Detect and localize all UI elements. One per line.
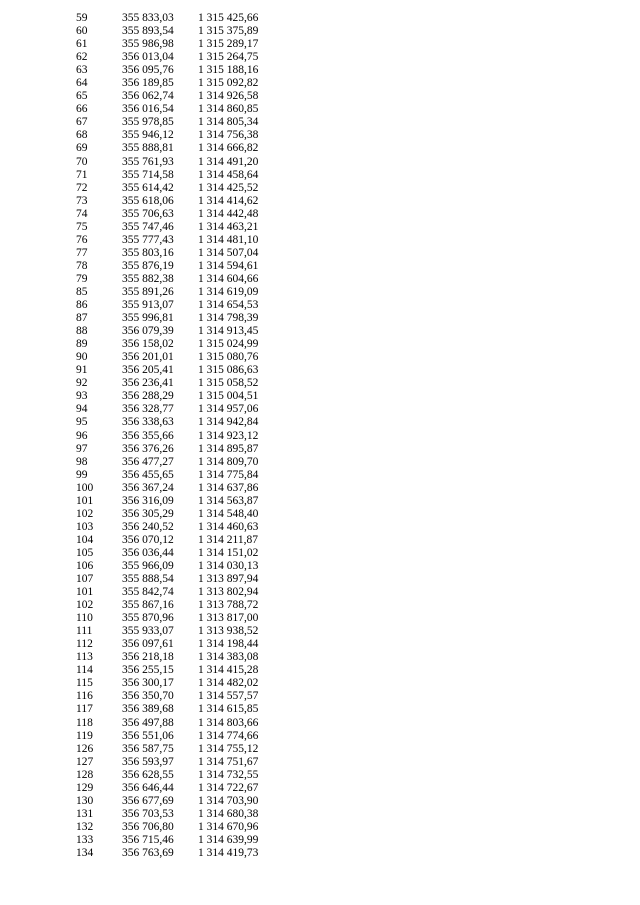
- table-row: [76, 156, 288, 169]
- y-coordinate: 1 315 024,99: [198, 338, 259, 351]
- x-coordinate: 356 646,44: [122, 781, 174, 794]
- x-coordinate: 355 842,74: [122, 586, 174, 599]
- table-row: [76, 312, 288, 325]
- x-coordinate: 356 236,41: [122, 377, 174, 390]
- x-coordinate: 356 677,69: [122, 794, 174, 807]
- point-number: 59: [76, 12, 88, 24]
- y-coordinate: 1 315 092,82: [198, 77, 259, 90]
- table-row: [76, 182, 288, 195]
- x-coordinate: 356 205,41: [122, 364, 174, 377]
- table-row: [76, 599, 288, 612]
- point-number: 73: [76, 194, 88, 207]
- x-coordinate: 356 338,63: [122, 416, 174, 429]
- table-row: [76, 743, 288, 756]
- x-coordinate: 356 201,01: [122, 351, 174, 364]
- y-coordinate: 1 314 557,57: [198, 690, 259, 703]
- x-coordinate: 355 833,03: [122, 12, 174, 24]
- x-coordinate: 355 888,54: [122, 573, 174, 586]
- table-row: [76, 377, 288, 390]
- point-number: 79: [76, 272, 88, 285]
- table-row: [76, 717, 288, 730]
- y-coordinate: 1 314 774,66: [198, 729, 259, 742]
- x-coordinate: 356 016,54: [122, 103, 174, 116]
- x-coordinate: 356 355,66: [122, 429, 174, 442]
- x-coordinate: 356 593,97: [122, 755, 174, 768]
- point-number: 132: [76, 820, 94, 833]
- point-number: 93: [76, 390, 88, 403]
- point-number: 92: [76, 377, 88, 390]
- point-number: 113: [76, 651, 93, 664]
- x-coordinate: 355 986,98: [122, 38, 174, 51]
- x-coordinate: 355 996,81: [122, 312, 174, 325]
- table-row: [76, 351, 288, 364]
- point-number: 65: [76, 90, 88, 103]
- point-number: 88: [76, 325, 88, 338]
- x-coordinate: 356 455,65: [122, 468, 174, 481]
- y-coordinate: 1 313 802,94: [198, 586, 259, 599]
- table-row: [76, 612, 288, 625]
- point-number: 87: [76, 312, 88, 325]
- x-coordinate: 356 328,77: [122, 403, 174, 416]
- y-coordinate: 1 314 458,64: [198, 168, 259, 181]
- x-coordinate: 355 747,46: [122, 220, 174, 233]
- x-coordinate: 355 888,81: [122, 142, 174, 155]
- y-coordinate: 1 315 375,89: [198, 25, 259, 38]
- table-row: [76, 129, 288, 142]
- y-coordinate: 1 314 756,38: [198, 129, 259, 142]
- table-row: [76, 573, 288, 586]
- y-coordinate: 1 315 004,51: [198, 390, 259, 403]
- y-coordinate: 1 314 805,34: [198, 116, 259, 129]
- point-number: 64: [76, 77, 88, 90]
- y-coordinate: 1 314 425,52: [198, 181, 259, 194]
- point-number: 100: [76, 481, 94, 494]
- y-coordinate: 1 313 788,72: [198, 599, 259, 612]
- point-number: 62: [76, 51, 88, 64]
- y-coordinate: 1 314 604,66: [198, 272, 259, 285]
- y-coordinate: 1 314 615,85: [198, 703, 259, 716]
- y-coordinate: 1 314 594,61: [198, 259, 259, 272]
- table-row: [76, 847, 288, 860]
- table-row: [76, 834, 288, 847]
- table-row: [76, 821, 288, 834]
- x-coordinate: 356 587,75: [122, 742, 174, 755]
- y-coordinate: 1 314 732,55: [198, 768, 259, 781]
- table-row: [76, 273, 288, 286]
- table-row: [76, 64, 288, 77]
- point-number: 107: [76, 573, 94, 586]
- point-number: 76: [76, 233, 88, 246]
- y-coordinate: 1 314 666,82: [198, 142, 259, 155]
- y-coordinate: 1 314 637,86: [198, 481, 259, 494]
- x-coordinate: 355 913,07: [122, 299, 174, 312]
- table-row: [76, 547, 288, 560]
- x-coordinate: 355 893,54: [122, 25, 174, 38]
- y-coordinate: 1 314 654,53: [198, 299, 259, 312]
- point-number: 75: [76, 220, 88, 233]
- y-coordinate: 1 314 680,38: [198, 807, 259, 820]
- y-coordinate: 1 314 198,44: [198, 638, 259, 651]
- point-number: 101: [76, 494, 94, 507]
- x-coordinate: 356 703,53: [122, 807, 174, 820]
- table-row: [76, 808, 288, 821]
- x-coordinate: 355 933,07: [122, 625, 174, 638]
- y-coordinate: 1 314 913,45: [198, 325, 259, 338]
- table-row: [76, 638, 288, 651]
- point-number: 104: [76, 533, 94, 546]
- point-number: 126: [76, 742, 94, 755]
- x-coordinate: 355 966,09: [122, 559, 174, 572]
- y-coordinate: 1 314 860,85: [198, 103, 259, 116]
- point-number: 89: [76, 338, 88, 351]
- table-row: [76, 586, 288, 599]
- point-number: 105: [76, 546, 94, 559]
- table-row: [76, 703, 288, 716]
- table-row: [76, 390, 288, 403]
- y-coordinate: 1 314 481,10: [198, 233, 259, 246]
- table-row: [76, 560, 288, 573]
- y-coordinate: 1 314 548,40: [198, 507, 259, 520]
- x-coordinate: 356 628,55: [122, 768, 174, 781]
- x-coordinate: 355 706,63: [122, 207, 174, 220]
- table-row: [76, 260, 288, 273]
- table-row: [76, 508, 288, 521]
- table-row: [76, 142, 288, 155]
- x-coordinate: 356 477,27: [122, 455, 174, 468]
- y-coordinate: 1 314 460,63: [198, 520, 259, 533]
- y-coordinate: 1 314 895,87: [198, 442, 259, 455]
- table-row: [76, 625, 288, 638]
- point-number: 101: [76, 586, 94, 599]
- table-row: [76, 469, 288, 482]
- y-coordinate: 1 314 942,84: [198, 416, 259, 429]
- point-number: 95: [76, 416, 88, 429]
- y-coordinate: 1 315 080,76: [198, 351, 259, 364]
- y-coordinate: 1 315 188,16: [198, 64, 259, 77]
- x-coordinate: 356 255,15: [122, 664, 174, 677]
- y-coordinate: 1 314 798,39: [198, 312, 259, 325]
- x-coordinate: 356 350,70: [122, 690, 174, 703]
- point-number: 90: [76, 351, 88, 364]
- point-number: 63: [76, 64, 88, 77]
- x-coordinate: 355 946,12: [122, 129, 174, 142]
- point-number: 67: [76, 116, 88, 129]
- x-coordinate: 356 095,76: [122, 64, 174, 77]
- point-number: 98: [76, 455, 88, 468]
- table-row: [76, 690, 288, 703]
- y-coordinate: 1 314 030,13: [198, 559, 259, 572]
- table-row: [76, 12, 288, 25]
- y-coordinate: 1 314 926,58: [198, 90, 259, 103]
- y-coordinate: 1 314 722,67: [198, 781, 259, 794]
- point-number: 134: [76, 847, 94, 859]
- point-number: 94: [76, 403, 88, 416]
- y-coordinate: 1 315 264,75: [198, 51, 259, 64]
- table-row: [76, 195, 288, 208]
- point-number: 102: [76, 599, 94, 612]
- y-coordinate: 1 314 414,62: [198, 194, 259, 207]
- table-row: [76, 795, 288, 808]
- x-coordinate: 355 870,96: [122, 612, 174, 625]
- y-coordinate: 1 314 491,20: [198, 155, 259, 168]
- x-coordinate: 355 618,06: [122, 194, 174, 207]
- point-number: 60: [76, 25, 88, 38]
- table-row: [76, 456, 288, 469]
- table-row: [76, 677, 288, 690]
- x-coordinate: 355 803,16: [122, 246, 174, 259]
- x-coordinate: 356 036,44: [122, 546, 174, 559]
- table-row: [76, 664, 288, 677]
- table-row: [76, 651, 288, 664]
- y-coordinate: 1 314 809,70: [198, 455, 259, 468]
- table-row: [76, 338, 288, 351]
- point-number: 61: [76, 38, 88, 51]
- x-coordinate: 355 882,38: [122, 272, 174, 285]
- y-coordinate: 1 315 425,66: [198, 12, 259, 24]
- y-coordinate: 1 314 755,12: [198, 742, 259, 755]
- y-coordinate: 1 314 419,73: [198, 847, 259, 859]
- point-number: 71: [76, 168, 88, 181]
- point-number: 106: [76, 559, 94, 572]
- point-number: 131: [76, 807, 94, 820]
- table-row: [76, 769, 288, 782]
- point-number: 103: [76, 520, 94, 533]
- x-coordinate: 356 305,29: [122, 507, 174, 520]
- y-coordinate: 1 314 563,87: [198, 494, 259, 507]
- point-number: 102: [76, 507, 94, 520]
- point-number: 68: [76, 129, 88, 142]
- x-coordinate: 356 715,46: [122, 833, 174, 846]
- point-number: 91: [76, 364, 88, 377]
- y-coordinate: 1 314 151,02: [198, 546, 259, 559]
- y-coordinate: 1 314 803,66: [198, 716, 259, 729]
- table-row: [76, 51, 288, 64]
- point-number: 111: [76, 625, 93, 638]
- table-row: [76, 443, 288, 456]
- x-coordinate: 356 218,18: [122, 651, 174, 664]
- x-coordinate: 356 763,69: [122, 847, 174, 859]
- x-coordinate: 356 706,80: [122, 820, 174, 833]
- x-coordinate: 356 497,88: [122, 716, 174, 729]
- coordinates-table: [76, 12, 288, 860]
- point-number: 86: [76, 299, 88, 312]
- point-number: 128: [76, 768, 94, 781]
- table-row: [76, 495, 288, 508]
- point-number: 97: [76, 442, 88, 455]
- point-number: 70: [76, 155, 88, 168]
- x-coordinate: 356 300,17: [122, 677, 174, 690]
- y-coordinate: 1 314 383,08: [198, 651, 259, 664]
- point-number: 119: [76, 729, 93, 742]
- table-row: [76, 430, 288, 443]
- point-number: 110: [76, 612, 93, 625]
- x-coordinate: 356 158,02: [122, 338, 174, 351]
- point-number: 127: [76, 755, 94, 768]
- point-number: 112: [76, 638, 93, 651]
- table-row: [76, 234, 288, 247]
- point-number: 96: [76, 429, 88, 442]
- x-coordinate: 355 714,58: [122, 168, 174, 181]
- table-row: [76, 782, 288, 795]
- table-row: [76, 286, 288, 299]
- x-coordinate: 356 551,06: [122, 729, 174, 742]
- table-row: [76, 364, 288, 377]
- table-row: [76, 403, 288, 416]
- y-coordinate: 1 314 923,12: [198, 429, 259, 442]
- x-coordinate: 355 777,43: [122, 233, 174, 246]
- table-row: [76, 247, 288, 260]
- table-row: [76, 521, 288, 534]
- y-coordinate: 1 314 775,84: [198, 468, 259, 481]
- x-coordinate: 355 891,26: [122, 285, 174, 298]
- point-number: 77: [76, 246, 88, 259]
- table-row: [76, 534, 288, 547]
- coordinates-table-body: [76, 12, 288, 860]
- table-row: [76, 756, 288, 769]
- y-coordinate: 1 314 639,99: [198, 833, 259, 846]
- table-row: [76, 325, 288, 338]
- x-coordinate: 356 389,68: [122, 703, 174, 716]
- x-coordinate: 356 288,29: [122, 390, 174, 403]
- table-row: [76, 299, 288, 312]
- x-coordinate: 355 614,42: [122, 181, 174, 194]
- y-coordinate: 1 314 211,87: [198, 533, 258, 546]
- y-coordinate: 1 315 289,17: [198, 38, 259, 51]
- y-coordinate: 1 315 086,63: [198, 364, 259, 377]
- table-row: [76, 38, 288, 51]
- point-number: 69: [76, 142, 88, 155]
- x-coordinate: 356 097,61: [122, 638, 174, 651]
- table-row: [76, 416, 288, 429]
- y-coordinate: 1 314 619,09: [198, 285, 259, 298]
- point-number: 114: [76, 664, 93, 677]
- point-number: 118: [76, 716, 93, 729]
- table-row: [76, 169, 288, 182]
- y-coordinate: 1 314 415,28: [198, 664, 259, 677]
- y-coordinate: 1 314 957,06: [198, 403, 259, 416]
- point-number: 117: [76, 703, 93, 716]
- point-number: 129: [76, 781, 94, 794]
- y-coordinate: 1 313 897,94: [198, 573, 259, 586]
- x-coordinate: 356 376,26: [122, 442, 174, 455]
- y-coordinate: 1 314 442,48: [198, 207, 259, 220]
- y-coordinate: 1 313 817,00: [198, 612, 259, 625]
- point-number: 85: [76, 285, 88, 298]
- table-row: [76, 208, 288, 221]
- table-row: [76, 730, 288, 743]
- x-coordinate: 355 978,85: [122, 116, 174, 129]
- table-row: [76, 482, 288, 495]
- table-row: [76, 25, 288, 38]
- y-coordinate: 1 313 938,52: [198, 625, 259, 638]
- point-number: 116: [76, 690, 93, 703]
- x-coordinate: 356 367,24: [122, 481, 174, 494]
- point-number: 78: [76, 259, 88, 272]
- y-coordinate: 1 314 463,21: [198, 220, 259, 233]
- x-coordinate: 356 316,09: [122, 494, 174, 507]
- point-number: 130: [76, 794, 94, 807]
- point-number: 115: [76, 677, 93, 690]
- point-number: 74: [76, 207, 88, 220]
- y-coordinate: 1 314 703,90: [198, 794, 259, 807]
- x-coordinate: 356 189,85: [122, 77, 174, 90]
- point-number: 66: [76, 103, 88, 116]
- x-coordinate: 356 240,52: [122, 520, 174, 533]
- x-coordinate: 356 062,74: [122, 90, 174, 103]
- table-row: [76, 221, 288, 234]
- x-coordinate: 355 867,16: [122, 599, 174, 612]
- point-number: 99: [76, 468, 88, 481]
- x-coordinate: 355 876,19: [122, 259, 174, 272]
- table-row: [76, 90, 288, 103]
- y-coordinate: 1 314 751,67: [198, 755, 259, 768]
- y-coordinate: 1 315 058,52: [198, 377, 259, 390]
- point-number: 133: [76, 833, 94, 846]
- x-coordinate: 356 013,04: [122, 51, 174, 64]
- y-coordinate: 1 314 670,96: [198, 820, 259, 833]
- y-coordinate: 1 314 482,02: [198, 677, 259, 690]
- x-coordinate: 356 079,39: [122, 325, 174, 338]
- x-coordinate: 356 070,12: [122, 533, 174, 546]
- table-row: [76, 116, 288, 129]
- x-coordinate: 355 761,93: [122, 155, 174, 168]
- point-number: 72: [76, 181, 88, 194]
- table-row: [76, 77, 288, 90]
- y-coordinate: 1 314 507,04: [198, 246, 259, 259]
- table-row: [76, 103, 288, 116]
